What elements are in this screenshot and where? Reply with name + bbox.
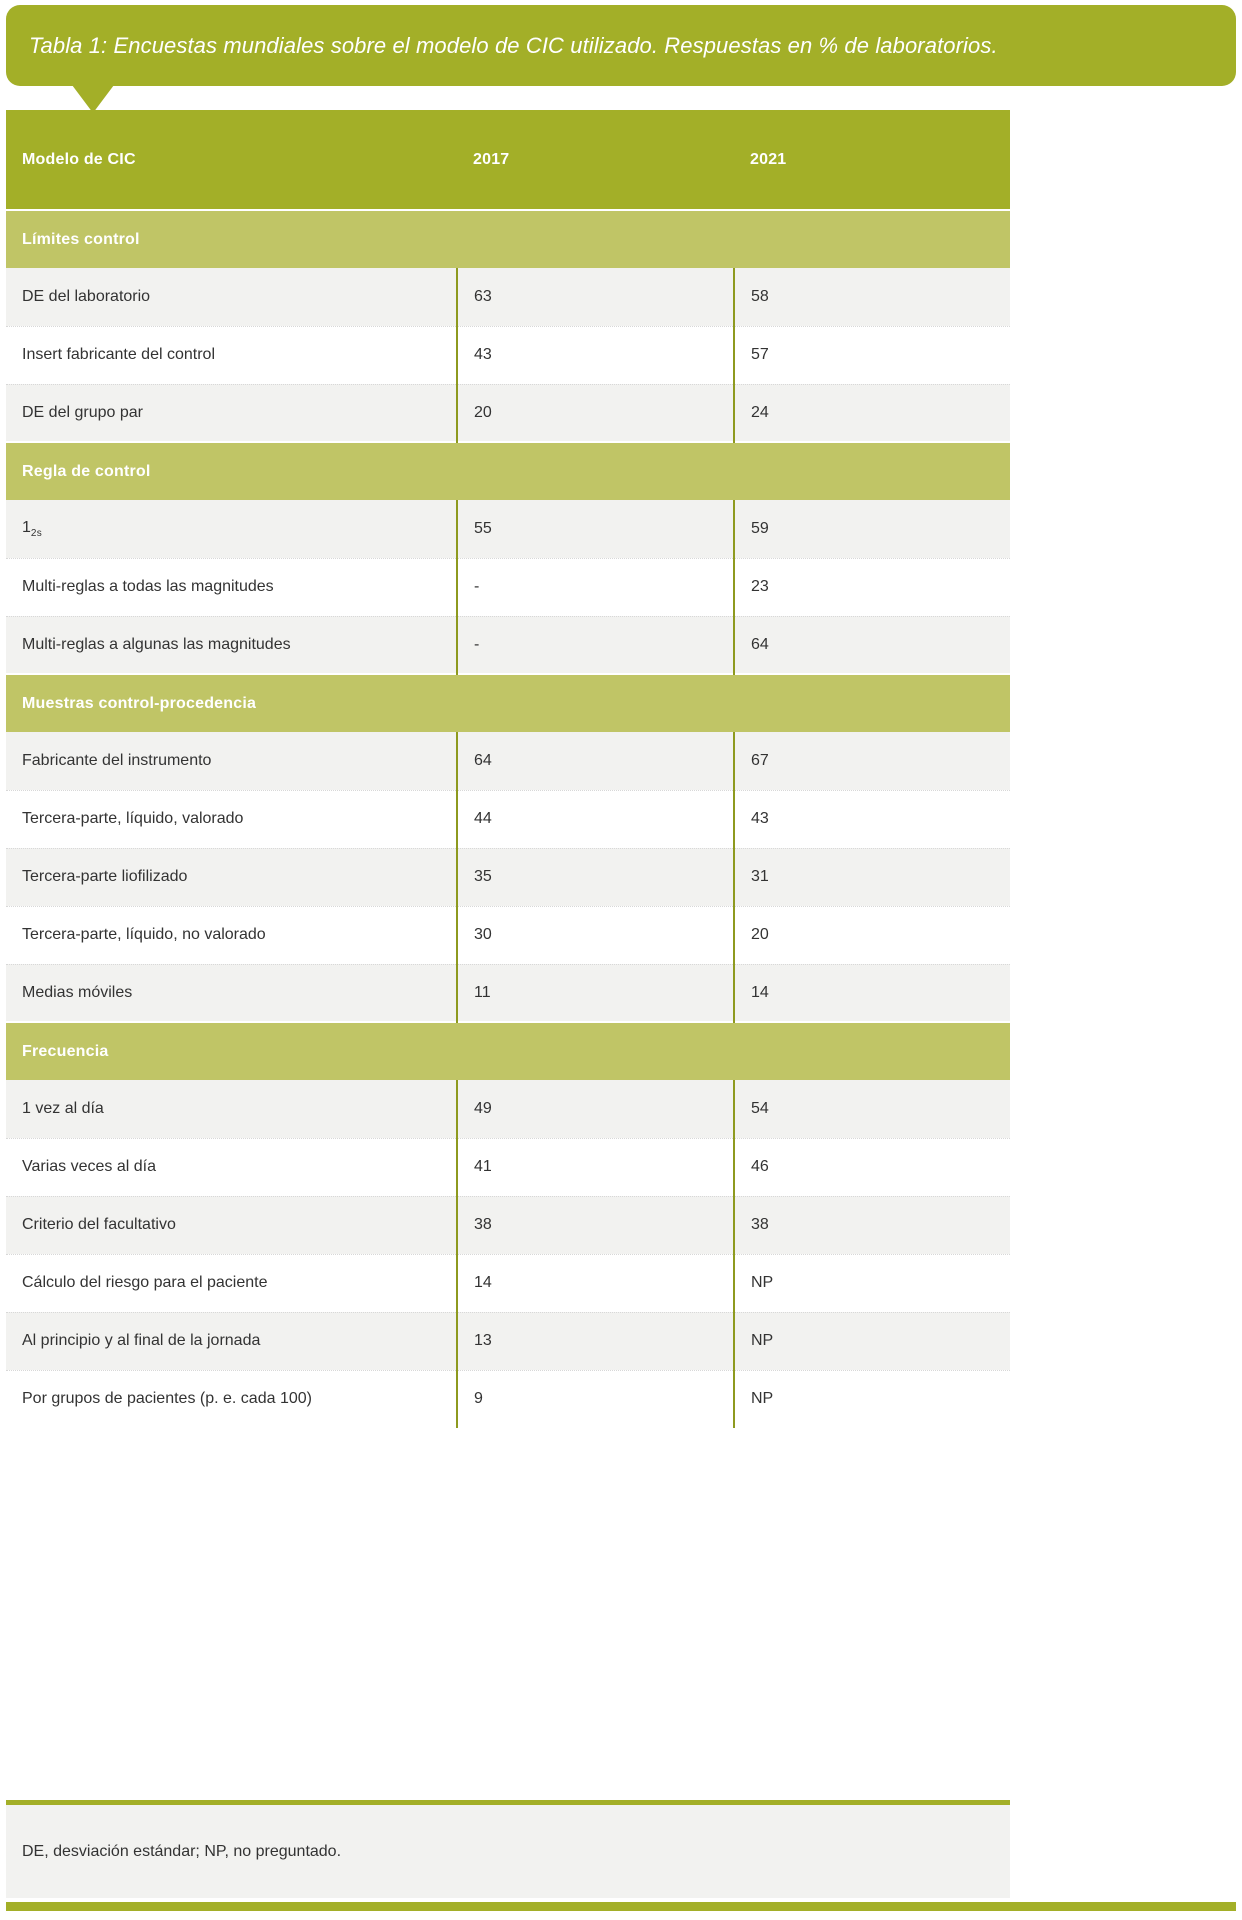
value-cell-2021: NP xyxy=(734,1370,1010,1428)
row-label-cell: Criterio del facultativo xyxy=(6,1196,457,1254)
value-cell-2017: 55 xyxy=(457,500,734,558)
table-row xyxy=(6,384,1010,442)
table-body xyxy=(6,210,1010,1428)
value-cell-2017: 20 xyxy=(457,384,734,442)
value-cell-2017: 30 xyxy=(457,906,734,964)
section-header-label: Límites control xyxy=(6,210,1010,268)
value-cell-2017: 35 xyxy=(457,848,734,906)
table-row xyxy=(6,1312,1010,1370)
table-row xyxy=(6,500,1010,558)
table-row xyxy=(6,616,1010,674)
value-cell-2021: 58 xyxy=(734,268,1010,326)
row-label-cell: Por grupos de pacientes (p. e. cada 100) xyxy=(6,1370,457,1428)
table-row xyxy=(6,268,1010,326)
section-header-row xyxy=(6,1022,1010,1080)
value-cell-2021: 24 xyxy=(734,384,1010,442)
section-header-label: Frecuencia xyxy=(6,1022,1010,1080)
value-cell-2017: 44 xyxy=(457,790,734,848)
table-header-row xyxy=(6,110,1010,210)
value-cell-2021: 23 xyxy=(734,558,1010,616)
section-header-row xyxy=(6,674,1010,732)
row-label-cell: Fabricante del instrumento xyxy=(6,732,457,790)
table-row xyxy=(6,848,1010,906)
column-header-2017: 2017 xyxy=(457,110,734,210)
row-label-cell: Tercera-parte, líquido, valorado xyxy=(6,790,457,848)
table-row xyxy=(6,1370,1010,1428)
row-label-cell: $1_{2s}$ xyxy=(6,500,457,558)
value-cell-2021: 46 xyxy=(734,1138,1010,1196)
section-header-label: Muestras control-procedencia xyxy=(6,674,1010,732)
value-cell-2021: 57 xyxy=(734,326,1010,384)
value-cell-2021: 54 xyxy=(734,1080,1010,1138)
row-label-cell: Insert fabricante del control xyxy=(6,326,457,384)
value-cell-2021: NP xyxy=(734,1254,1010,1312)
caption-pointer-triangle xyxy=(72,85,114,113)
value-cell-2021: 59 xyxy=(734,500,1010,558)
value-cell-2021: 43 xyxy=(734,790,1010,848)
table-row xyxy=(6,558,1010,616)
value-cell-2017: 64 xyxy=(457,732,734,790)
value-cell-2021: 31 xyxy=(734,848,1010,906)
value-cell-2017: 13 xyxy=(457,1312,734,1370)
row-label-cell: Varias veces al día xyxy=(6,1138,457,1196)
value-cell-2021: NP xyxy=(734,1312,1010,1370)
value-cell-2017: 63 xyxy=(457,268,734,326)
table-row xyxy=(6,1196,1010,1254)
row-label-subscript: 2s xyxy=(30,527,43,539)
value-cell-2021: 14 xyxy=(734,964,1010,1022)
row-label-cell: DE del grupo par xyxy=(6,384,457,442)
value-cell-2017: 38 xyxy=(457,1196,734,1254)
row-label-cell: Tercera-parte, líquido, no valorado xyxy=(6,906,457,964)
row-label-cell: 1 vez al día xyxy=(6,1080,457,1138)
table-row xyxy=(6,326,1010,384)
table-row xyxy=(6,732,1010,790)
cic-model-survey-table xyxy=(6,110,1010,1428)
row-label-cell: Multi-reglas a todas las magnitudes xyxy=(6,558,457,616)
row-label-cell: Medias móviles xyxy=(6,964,457,1022)
value-cell-2017: 14 xyxy=(457,1254,734,1312)
value-cell-2021: 38 xyxy=(734,1196,1010,1254)
value-cell-2017: 43 xyxy=(457,326,734,384)
table-row xyxy=(6,906,1010,964)
column-header-label: Modelo de CIC xyxy=(6,110,457,210)
bottom-accent-bar xyxy=(6,1902,1236,1911)
row-label-cell: Tercera-parte liofilizado xyxy=(6,848,457,906)
value-cell-2021: 67 xyxy=(734,732,1010,790)
table-row xyxy=(6,964,1010,1022)
row-label-cell: Cálculo del riesgo para el paciente xyxy=(6,1254,457,1312)
table-row xyxy=(6,1080,1010,1138)
value-cell-2017: 11 xyxy=(457,964,734,1022)
table-row xyxy=(6,1254,1010,1312)
row-label-cell: Multi-reglas a algunas las magnitudes xyxy=(6,616,457,674)
section-header-row xyxy=(6,210,1010,268)
section-header-label: Regla de control xyxy=(6,442,1010,500)
table-row xyxy=(6,790,1010,848)
section-header-row xyxy=(6,442,1010,500)
row-label-cell: Al principio y al final de la jornada xyxy=(6,1312,457,1370)
footnote-text: DE, desviación estándar; NP, no preguntado. xyxy=(22,1842,342,1860)
table-caption-container xyxy=(0,0,1242,100)
value-cell-2017: 49 xyxy=(457,1080,734,1138)
value-cell-2021: 64 xyxy=(734,616,1010,674)
value-cell-2021: 20 xyxy=(734,906,1010,964)
table-header xyxy=(6,110,1010,210)
row-label-cell: DE del laboratorio xyxy=(6,268,457,326)
value-cell-2017: - xyxy=(457,558,734,616)
column-header-2021: 2021 xyxy=(734,110,1010,210)
value-cell-2017: 41 xyxy=(457,1138,734,1196)
data-table-container xyxy=(6,110,1010,1428)
caption-text: Tabla 1: Encuestas mundiales sobre el modelo de CIC utilizado. Respuestas en % de laboratorios. xyxy=(29,32,998,58)
value-cell-2017: 9 xyxy=(457,1370,734,1428)
table-footnote xyxy=(6,1800,1010,1898)
caption-bubble xyxy=(6,5,1236,86)
value-cell-2017: - xyxy=(457,616,734,674)
table-row xyxy=(6,1138,1010,1196)
